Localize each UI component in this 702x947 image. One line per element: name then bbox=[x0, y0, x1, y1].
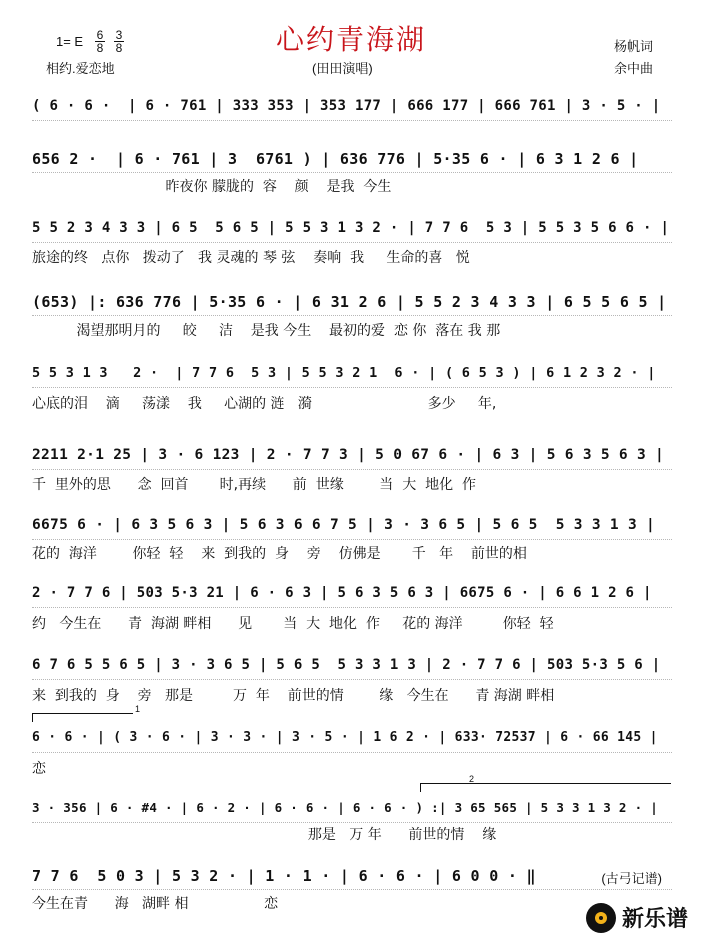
lyrics-line: 恋 bbox=[32, 761, 46, 777]
site-logo bbox=[586, 902, 688, 933]
transcriber-credit: (古弓记谱) bbox=[601, 871, 662, 886]
meter2-denominator: 8 bbox=[115, 41, 123, 55]
meter2-numerator: 3 bbox=[115, 28, 123, 42]
notation-line: 3 · 356 | 6 · #4 · | 6 · 2 · | 6 · 6 · | 6 · 6 · ) :| 3 65 565 | 5 3 3 1 3 2 · | bbox=[32, 800, 659, 815]
score-row-3 bbox=[32, 220, 672, 240]
notation-line: 7 7 6 5 0 3 | 5 3 2 · | 1 · 1 · | 6 · 6 · | 6 0 0 · ‖ bbox=[32, 867, 536, 885]
lyrics-row-5 bbox=[32, 393, 672, 413]
notation-line: 6 · 6 · | ( 3 · 6 · | 3 · 3 · | 3 · 5 · | 1 6 2 · | 633· 72537 | 6 · 66 145 | bbox=[32, 730, 658, 745]
time-signature-1 bbox=[95, 29, 105, 54]
lyrics-line: 旅途的终 点你 拨动了 我 灵魂的 琴 弦 奏响 我 生命的喜 悦 bbox=[32, 250, 470, 266]
lyrics-line: 今生在青 海 湖畔 相 恋 bbox=[32, 896, 279, 912]
subtitle-left: 相约.爱恋地 bbox=[46, 61, 115, 76]
lyrics-line: 花的 海洋 你轻 轻 来 到我的 身 旁 仿佛是 千 年 前世的相 bbox=[32, 546, 527, 562]
score-row-9 bbox=[32, 657, 672, 677]
lyrics-row-2 bbox=[32, 176, 672, 196]
record-disc-icon bbox=[586, 903, 616, 933]
score-row-10 bbox=[32, 730, 672, 750]
notation-line: 656 2 · | 6 · 761 | 3 6761 ) | 636 776 | 5·35 6 · | 6 3 1 2 6 | bbox=[32, 150, 639, 168]
logo-text: 新乐谱 bbox=[621, 907, 688, 932]
volta-2-number: 2 bbox=[469, 774, 475, 784]
score-row-7 bbox=[32, 517, 672, 537]
volta-1-number: 1 bbox=[135, 704, 141, 714]
lyrics-row-6 bbox=[32, 474, 672, 494]
score-row-12 bbox=[32, 867, 672, 887]
score-row-11 bbox=[32, 800, 672, 820]
lyrics-row-9 bbox=[32, 685, 672, 705]
notation-line: (653) |: 636 776 | 5·35 6 · | 6 31 2 6 | 5 5 2 3 4 3 3 | 6 5 5 6 5 | bbox=[32, 293, 667, 311]
notation-line: 2 · 7 7 6 | 503 5·3 21 | 6 · 6 3 | 5 6 3 5 6 3 | 6675 6 · | 6 6 1 2 6 | bbox=[32, 585, 652, 601]
volta-1-bracket bbox=[32, 704, 141, 722]
notation-line: ( 6 · 6 · | 6 · 761 | 333 353 | 353 177 | 666 177 | 666 761 | 3 · 5 · | bbox=[32, 98, 661, 114]
lyrics-row-10 bbox=[32, 758, 672, 778]
composer-credit: 余中曲 bbox=[614, 61, 654, 76]
lyricist-credit: 杨帆词 bbox=[614, 39, 654, 54]
lyrics-line: 来 到我的 身 旁 那是 万 年 前世的情 缘 今生在 青 海湖 畔相 bbox=[32, 688, 555, 704]
score-row-6 bbox=[32, 447, 672, 467]
score-row-8 bbox=[32, 585, 672, 605]
notation-line: 6 7 6 5 5 6 5 | 3 · 3 6 5 | 5 6 5 5 3 3 1 3 | 2 · 7 7 6 | 503 5·3 5 6 | bbox=[32, 657, 661, 673]
score-row-1 bbox=[32, 98, 672, 118]
notation-line: 5 5 2 3 4 3 3 | 6 5 5 6 5 | 5 5 3 1 3 2 · | 7 7 6 5 3 | 5 5 3 5 6 6 · | bbox=[32, 220, 670, 236]
lyrics-line: 约 今生在 青 海湖 畔相 见 当 大 地化 作 花的 海洋 你轻 轻 bbox=[32, 616, 554, 632]
notation-line: 2211 2·1 25 | 3 · 6 123 | 2 · 7 7 3 | 5 0 67 6 · | 6 3 | 5 6 3 5 6 3 | bbox=[32, 447, 665, 463]
lyrics-row-12 bbox=[32, 893, 672, 913]
score-row-2 bbox=[32, 150, 672, 170]
lyrics-line: 那是 万 年 前世的情 缘 bbox=[32, 827, 497, 843]
key-signature: 1= E bbox=[56, 34, 84, 49]
song-title: 心约青海湖 bbox=[275, 23, 426, 56]
lyrics-line: 渴望那明月的 皎 洁 是我 今生 最初的爱 恋 你 落在 我 那 bbox=[32, 323, 501, 339]
score-row-4 bbox=[32, 293, 672, 313]
lyrics-line: 千 里外的思 念 回首 时,再续 前 世缘 当 大 地化 作 bbox=[32, 477, 477, 493]
lyrics-row-11 bbox=[32, 824, 672, 844]
score-row-5 bbox=[32, 365, 672, 385]
lyrics-line: 心底的泪 滴 荡漾 我 心湖的 涟 漪 多少 年, bbox=[32, 396, 497, 412]
meter1-denominator: 8 bbox=[96, 41, 104, 55]
performer-credit: (田田演唱) bbox=[312, 61, 373, 76]
lyrics-row-7 bbox=[32, 543, 672, 563]
lyrics-line: 昨夜你 朦胧的 容 颜 是我 今生 bbox=[32, 179, 392, 195]
volta-2-bracket bbox=[420, 774, 671, 792]
lyrics-row-8 bbox=[32, 613, 672, 633]
time-signature-2 bbox=[114, 29, 124, 54]
lyrics-row-3 bbox=[32, 247, 672, 267]
notation-line: 5 5 3 1 3 2 · | 7 7 6 5 3 | 5 5 3 2 1 6 · | ( 6 5 3 ) | 6 1 2 3 2 · | bbox=[32, 365, 656, 381]
meter1-numerator: 6 bbox=[96, 28, 104, 42]
lyrics-row-4 bbox=[32, 320, 672, 340]
notation-line: 6675 6 · | 6 3 5 6 3 | 5 6 3 6 6 7 5 | 3 · 3 6 5 | 5 6 5 5 3 3 1 3 | bbox=[32, 517, 656, 533]
